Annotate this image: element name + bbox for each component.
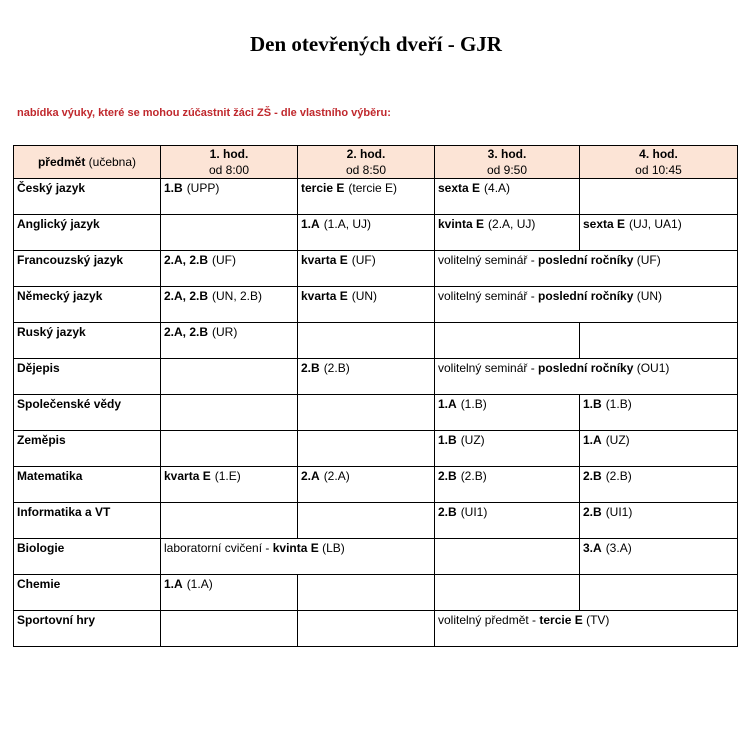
- hour-header-1: [161, 146, 298, 179]
- table-row: [14, 251, 738, 287]
- offer-group: tercie E: [539, 613, 583, 627]
- classroom: (UF): [212, 253, 237, 267]
- schedule-cell-merged: [435, 611, 738, 647]
- class-code: sexta E: [583, 217, 626, 231]
- hour-label: 2. hod.: [346, 147, 386, 161]
- subject-name: Informatika a VT: [14, 503, 161, 539]
- schedule-cell: [298, 431, 435, 467]
- table-row: [14, 611, 738, 647]
- classroom: (UI1): [605, 505, 633, 519]
- classroom: (2.B): [460, 469, 487, 483]
- schedule-cell: [580, 467, 738, 503]
- schedule-cell: [161, 287, 298, 323]
- offer-type: volitelný seminář -: [438, 289, 539, 303]
- schedule-cell: [298, 611, 435, 647]
- class-code: 1.A: [164, 577, 183, 591]
- class-code: 2.A, 2.B: [164, 289, 209, 303]
- classroom: (UN): [351, 289, 378, 303]
- class-code: 2.A: [301, 469, 320, 483]
- class-code: 2.A, 2.B: [164, 325, 209, 339]
- hour-header-2: [298, 146, 435, 179]
- table-row: [14, 503, 738, 539]
- subject-header-label: předmět: [37, 155, 86, 169]
- hour-label: 4. hod.: [639, 147, 678, 161]
- schedule-cell: [435, 323, 580, 359]
- classroom: (1.E): [214, 469, 241, 483]
- classroom: (UZ): [605, 433, 630, 447]
- subject-name: Biologie: [14, 539, 161, 575]
- schedule-cell: [298, 179, 435, 215]
- hour-time: od 8:00: [208, 163, 250, 177]
- schedule-cell: [161, 395, 298, 431]
- schedule-cell: [435, 395, 580, 431]
- schedule-cell: [298, 467, 435, 503]
- schedule-cell-merged: [435, 287, 738, 323]
- schedule-cell: [580, 323, 738, 359]
- subject-name: Společenské vědy: [14, 395, 161, 431]
- schedule-cell: [161, 503, 298, 539]
- schedule-cell: [435, 215, 580, 251]
- schedule-cell-merged: [161, 539, 435, 575]
- subject-name: Dějepis: [14, 359, 161, 395]
- class-code: 1.B: [164, 181, 183, 195]
- classroom: (1.B): [605, 397, 632, 411]
- offer-type: volitelný předmět -: [438, 613, 540, 627]
- classroom: (2.B): [323, 361, 350, 375]
- class-code: 2.B: [438, 469, 457, 483]
- hour-label: 1. hod.: [209, 147, 249, 161]
- table-row: [14, 215, 738, 251]
- subject-name: Zeměpis: [14, 431, 161, 467]
- classroom: (1.A, UJ): [323, 217, 372, 231]
- schedule-cell: [161, 323, 298, 359]
- class-code: 2.B: [583, 469, 602, 483]
- table-row: [14, 287, 738, 323]
- schedule-cell: [435, 431, 580, 467]
- class-code: 1.A: [583, 433, 602, 447]
- schedule-cell: [580, 539, 738, 575]
- class-code: 2.B: [583, 505, 602, 519]
- class-code: kvarta E: [301, 253, 348, 267]
- class-code: 1.B: [583, 397, 602, 411]
- hour-time: od 10:45: [635, 163, 682, 177]
- offer-group: poslední ročníky: [538, 253, 634, 267]
- class-code: kvarta E: [164, 469, 211, 483]
- table-row: [14, 395, 738, 431]
- schedule-cell: [580, 503, 738, 539]
- class-code: kvarta E: [301, 289, 348, 303]
- classroom: (4.A): [484, 181, 511, 195]
- classroom: (UR): [212, 325, 238, 339]
- subject-name: Anglický jazyk: [14, 215, 161, 251]
- classroom: (UI1): [460, 505, 488, 519]
- classroom: (UF): [633, 253, 661, 267]
- schedule-cell: [298, 287, 435, 323]
- schedule-cell: [435, 575, 580, 611]
- hour-label: 3. hod.: [487, 147, 527, 161]
- schedule-cell: [298, 503, 435, 539]
- schedule-cell: [298, 575, 435, 611]
- subject-name: Matematika: [14, 467, 161, 503]
- classroom: (LB): [318, 541, 345, 555]
- classroom: (1.B): [460, 397, 487, 411]
- classroom: (2.B): [605, 469, 632, 483]
- classroom: (2.A): [323, 469, 350, 483]
- schedule-cell: [161, 359, 298, 395]
- schedule-cell: [435, 467, 580, 503]
- schedule-cell: [298, 359, 435, 395]
- subject-header: [14, 146, 161, 179]
- offer-type: laboratorní cvičení -: [164, 541, 273, 555]
- schedule-cell: [298, 323, 435, 359]
- subject-name: Chemie: [14, 575, 161, 611]
- classroom: (tercie E): [348, 181, 398, 195]
- subject-name: Český jazyk: [14, 179, 161, 215]
- table-row: [14, 179, 738, 215]
- page-title: Den otevřených dveří - GJR: [250, 32, 502, 56]
- schedule-cell: [298, 395, 435, 431]
- classroom: (UF): [351, 253, 376, 267]
- schedule-cell: [161, 215, 298, 251]
- table-row: [14, 575, 738, 611]
- offer-type: volitelný seminář -: [438, 361, 539, 375]
- class-code: tercie E: [301, 181, 345, 195]
- schedule-cell: [580, 395, 738, 431]
- class-code: 2.A, 2.B: [164, 253, 209, 267]
- subject-name: Ruský jazyk: [14, 323, 161, 359]
- classroom: (UJ, UA1): [629, 217, 682, 231]
- class-code: 1.A: [438, 397, 457, 411]
- offer-type: volitelný seminář -: [438, 253, 539, 267]
- table-row: [14, 323, 738, 359]
- page-subtitle: nabídka výuky, které se mohou zúčastnit žáci ZŠ - dle vlastního výběru:: [17, 107, 391, 119]
- class-code: 1.A: [301, 217, 320, 231]
- class-code: 1.B: [438, 433, 457, 447]
- table-row: [14, 467, 738, 503]
- hour-time: od 9:50: [486, 163, 528, 177]
- schedule-cell: [161, 251, 298, 287]
- schedule-cell-merged: [435, 359, 738, 395]
- classroom: (UN, 2.B): [212, 289, 263, 303]
- class-code: 2.B: [438, 505, 457, 519]
- schedule-cell: [161, 611, 298, 647]
- schedule-cell: [580, 575, 738, 611]
- classroom: (UPP): [186, 181, 220, 195]
- schedule-cell: [161, 575, 298, 611]
- schedule-cell: [580, 431, 738, 467]
- classroom: (TV): [582, 613, 610, 627]
- schedule-table: [13, 145, 738, 647]
- schedule-cell: [580, 215, 738, 251]
- offer-group: poslední ročníky: [538, 289, 634, 303]
- schedule-cell: [298, 251, 435, 287]
- header-row: [14, 146, 738, 179]
- schedule-cell: [580, 179, 738, 215]
- subject-name: Německý jazyk: [14, 287, 161, 323]
- schedule-cell: [161, 179, 298, 215]
- class-code: sexta E: [438, 181, 481, 195]
- table-row: [14, 359, 738, 395]
- offer-group: kvinta E: [272, 541, 319, 555]
- class-code: 3.A: [583, 541, 602, 555]
- schedule-cell: [161, 467, 298, 503]
- classroom: (2.A, UJ): [488, 217, 536, 231]
- table-row: [14, 539, 738, 575]
- classroom: (OU1): [633, 361, 670, 375]
- hour-header-3: [435, 146, 580, 179]
- offer-group: poslední ročníky: [538, 361, 634, 375]
- subject-name: Francouzský jazyk: [14, 251, 161, 287]
- classroom: (3.A): [605, 541, 632, 555]
- schedule-cell-merged: [435, 251, 738, 287]
- schedule-cell: [435, 539, 580, 575]
- classroom: (UN): [633, 289, 663, 303]
- class-code: kvinta E: [438, 217, 485, 231]
- subject-name: Sportovní hry: [14, 611, 161, 647]
- table-row: [14, 431, 738, 467]
- classroom: (UZ): [460, 433, 485, 447]
- schedule-cell: [161, 431, 298, 467]
- schedule-cell: [298, 215, 435, 251]
- hour-header-4: [580, 146, 738, 179]
- schedule-cell: [435, 503, 580, 539]
- hour-time: od 8:50: [345, 163, 387, 177]
- schedule-cell: [435, 179, 580, 215]
- class-code: 2.B: [301, 361, 320, 375]
- classroom: (1.A): [186, 577, 213, 591]
- subject-header-room: (učebna): [88, 155, 137, 169]
